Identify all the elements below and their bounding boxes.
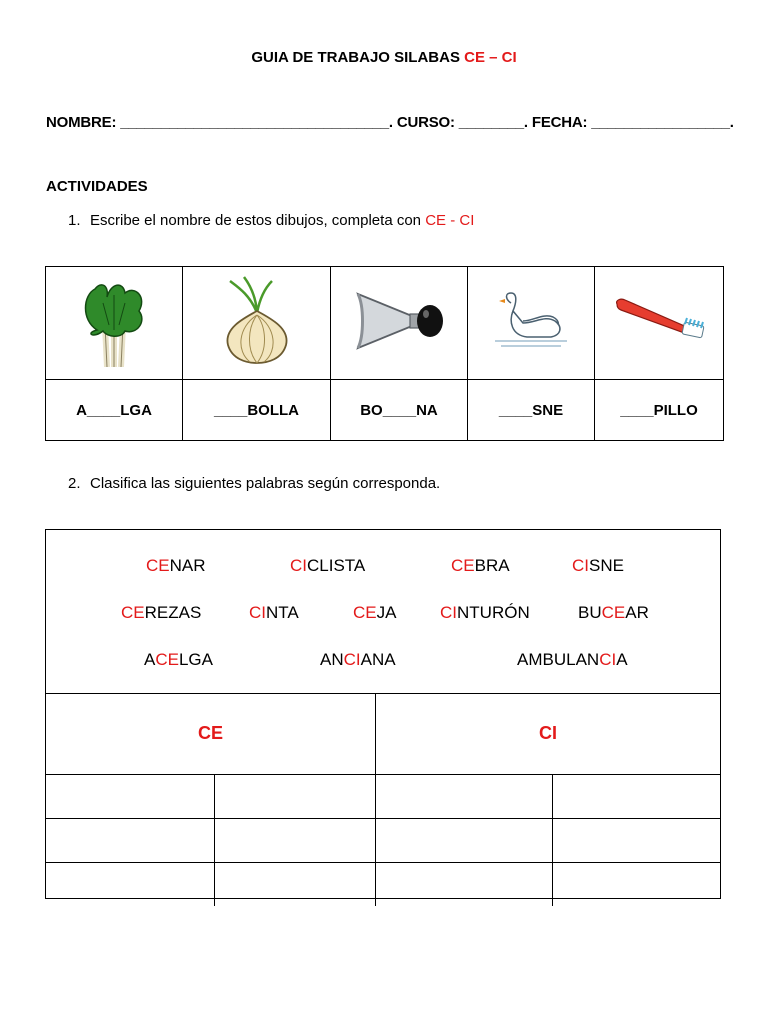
word-item: BUCEAR [578,603,649,622]
activity-2-instruction [68,475,440,492]
column-header-ce: CE [198,723,224,743]
word-item: ANCIANA [320,650,396,669]
word-item: CISNE [572,556,624,575]
picture-cell [183,267,331,380]
word-item: ACELGA [144,650,213,669]
answer-cell[interactable] [552,863,720,907]
answer-cell[interactable] [375,863,552,907]
onion-icon [220,275,294,367]
picture-word-cell[interactable]: ____BOLLA [183,380,331,441]
answer-cell[interactable] [214,819,375,863]
header-divider [46,693,720,694]
answer-cell[interactable] [214,863,375,907]
column-header-ci: CI [539,723,557,743]
picture-word-cell[interactable]: BO____NA [331,380,468,441]
picture-word-cell[interactable]: A____LGA [46,380,183,441]
word-item: CINTA [249,603,299,622]
word-item: CEBRA [451,556,510,575]
answer-cell[interactable] [375,819,552,863]
title-text: GUIA DE TRABAJO SILABAS [251,49,465,66]
worksheet-title [0,49,768,66]
activity-1-instruction [68,212,474,229]
answer-cell[interactable] [552,775,720,819]
picture-table [45,266,724,441]
picture-cell [46,267,183,380]
horn-icon [354,286,444,356]
word-item: CICLISTA [290,556,366,575]
answer-cell[interactable] [214,775,375,819]
activity-1-text: Escribe el nombre de estos dibujos, completa con [90,212,426,229]
answer-cell[interactable] [46,775,214,819]
word-item: CENAR [146,556,206,575]
word-item: CEJA [353,603,397,622]
word-item: AMBULANCIA [517,650,628,669]
activity-1-syllables: CE - CI [425,212,475,229]
answer-cell[interactable] [552,819,720,863]
answer-cell[interactable] [375,775,552,819]
title-syllables: CE – CI [464,49,517,66]
answer-grid [46,774,720,906]
classification-box [45,529,721,899]
picture-cell [331,267,468,380]
student-info-line[interactable]: NOMBRE: _________________________________. CURSO: ________. FECHA: _________________. [46,114,734,131]
answer-cell[interactable] [46,819,214,863]
picture-cell [595,267,724,380]
activity-2-text: Clasifica las siguientes palabras según corresponda. [90,475,441,492]
section-heading: ACTIVIDADES [46,178,148,195]
toothbrush-icon [611,296,707,346]
picture-word-cell[interactable]: ____SNE [468,380,595,441]
answer-cell[interactable] [46,863,214,907]
swan-icon [491,291,571,351]
picture-word-cell[interactable]: ____PILLO [595,380,724,441]
activity-1-number: 1. [68,212,81,229]
activity-2-number: 2. [68,475,81,492]
chard-icon [77,275,151,367]
word-item: CEREZAS [121,603,202,622]
picture-cell [468,267,595,380]
word-item: CINTURÓN [440,603,530,622]
